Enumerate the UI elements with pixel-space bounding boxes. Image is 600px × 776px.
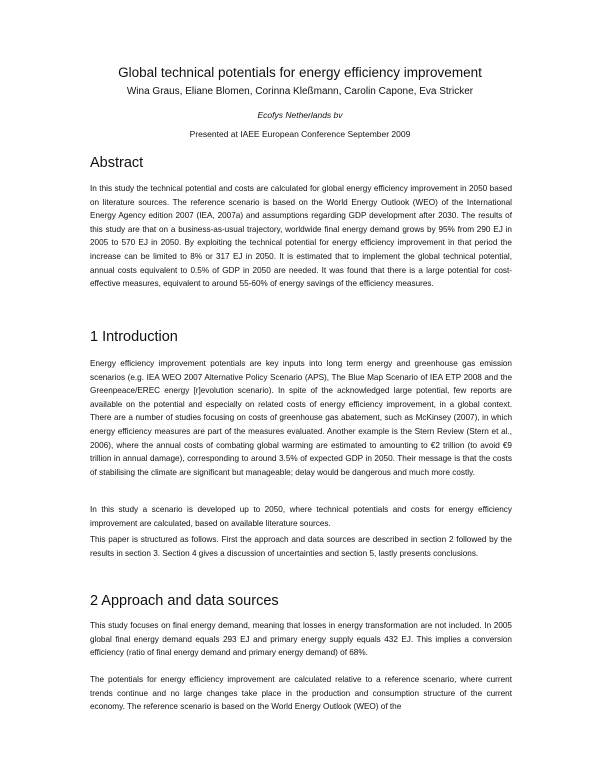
presentation-note: Presented at IAEE European Conference September 2009 — [189, 129, 411, 139]
section-2-heading: 2 Approach and data sources — [90, 593, 279, 609]
abstract-text: In this study the technical potential and costs are calculated for global energy efficiency improvement in 2050 based on literature sources. The reference scenario is based on the World Energy Outlook (WEO) of the International Energy Agency edition 2007 (IEA, 2007a) and assumptions regarding GDP development after 2030. The results of this study are that on a business-as-usual trajectory, worldwide final energy demand grows by 95% from 290 EJ in 2005 to 570 EJ in 2050. By exploiting the technical potential for energy efficiency improvement in that period the increase can be limited to 8% or 317 EJ in 2050. It is estimated that to implement the global technical potential, annual costs equivalent to 0.5% of GDP in 2050 are needed. It was found that there is a large potential for cost-effective measures, equivalent to around 55-60% of energy savings of the efficiency measures. — [90, 184, 512, 289]
section-1-heading: 1 Introduction — [90, 329, 178, 345]
intro-paragraph-3: This paper is structured as follows. First the approach and data sources are described in section 2 followed by the results in section 3. Section 4 gives a discussion of uncertainties and section 5, lastly presents conclusions. — [90, 535, 512, 558]
paper-title: Global technical potentials for energy efficiency improvement — [118, 65, 482, 80]
intro-paragraph-1: Energy efficiency improvement potentials are key inputs into long term energy and greenhouse gas emission scenarios (e.g. IEA WEO 2007 Alternative Policy Scenario (APS), The Blue Map Scenario of IEA ETP 2008 and the Greenpeace/EREC energy [r]evolution scenario). In spite of the acknowledged large potential, few reports are available on the potential and especially on related costs of energy efficiency improvement, in a global context. There are a number of studies focusing on costs of greenhouse gas abatement, such as McKinsey (2007), in which energy efficiency measures are part of the measures evaluated. Another example is the Stern Review (Stern et al., 2006), where the annual costs of combating global warming are estimated to amounting to €2 trillion (to avoid €9 trillion in annual damage), corresponding to around 3.5% of expected GDP in 2050. Their message is that the costs of stabilising the climate are significant but manageable; delay would be dangerous and much more costly. — [90, 359, 512, 477]
intro-paragraph-2: In this study a scenario is developed up to 2050, where technical potentials and costs for energy efficiency improvement are calculated, based on available literature sources. — [90, 505, 512, 528]
affiliation: Ecofys Netherlands bv — [257, 110, 343, 120]
approach-paragraph-2: The potentials for energy efficiency improvement are calculated relative to a reference scenario, where current trends continue and no large changes take place in the production and consumption structure of the current economy. The reference scenario is based on the World Energy Outlook (WEO) of the — [90, 675, 512, 712]
abstract-heading: Abstract — [90, 155, 144, 171]
approach-paragraph-1: This study focuses on final energy demand, meaning that losses in energy transformation are not included. In 2005 global final energy demand equals 293 EJ and primary energy supply equals 432 EJ. This implies a conversion efficiency (ratio of final energy demand and primary energy demand) of 68%. — [90, 621, 512, 658]
author-list: Wina Graus, Eliane Blomen, Corinna Kleßmann, Carolin Capone, Eva Stricker — [126, 86, 474, 97]
